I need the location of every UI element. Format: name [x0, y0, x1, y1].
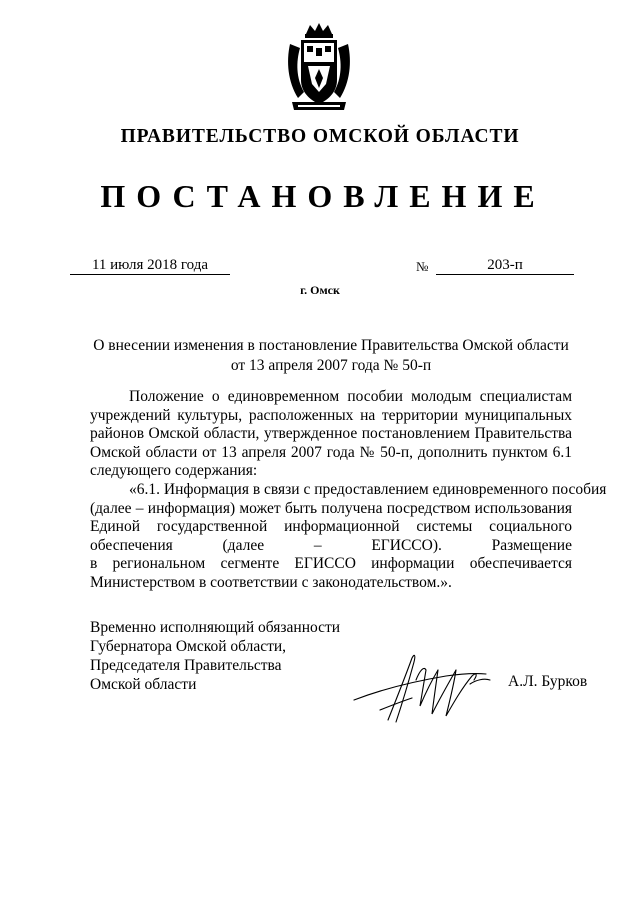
- paragraph-line: Единой государственной информационной системы социального: [90, 518, 572, 535]
- position-line: Губернатора Омской области,: [90, 638, 287, 655]
- position-line: Омской области: [90, 676, 197, 693]
- paragraph-line: Министерством в соответствии с законодательством.».: [90, 573, 452, 591]
- paragraph-line: [90, 537, 572, 556]
- word: ЕГИССО).: [371, 536, 442, 554]
- paragraph-line: (далее – информация) может быть получена посредством использования: [90, 499, 572, 517]
- document-date: 11 июля 2018 года: [70, 257, 230, 275]
- document-number: 203-п: [436, 257, 574, 275]
- paragraph-line: Омской области от 13 апреля 2007 года № 50-п, дополнить пунктом 6.1: [90, 443, 572, 461]
- document-subject: [90, 336, 572, 376]
- paragraph-line: «6.1. Информация в связи с предоставлением единовременного пособия: [129, 481, 607, 498]
- city: г. Омск: [300, 283, 340, 297]
- signatory-name: А.Л. Бурков: [508, 673, 588, 690]
- paragraph-line: Положение о единовременном пособии молодым специалистам: [129, 388, 572, 405]
- position-line: Председателя Правительства: [90, 657, 282, 674]
- subject-line: О внесении изменения в постановление Правительства Омской области: [93, 337, 569, 354]
- paragraph-line: районов Омской области, утвержденное постановлением Правительства: [90, 425, 572, 442]
- paragraph-line: следующего содержания:: [90, 462, 258, 479]
- paragraph-line: учреждений культуры, расположенных на территории муниципальных: [90, 406, 572, 424]
- paragraph-line: в региональном сегменте ЕГИССО информации обеспечивается: [90, 555, 572, 572]
- signatory-position: [90, 618, 340, 694]
- coat-of-arms-emblem: [284, 22, 354, 114]
- position-line: Временно исполняющий обязанности: [90, 619, 341, 636]
- paragraph-main: [90, 388, 572, 481]
- word: (далее: [222, 536, 265, 554]
- number-label: №: [416, 259, 429, 274]
- word: Размещение: [491, 536, 572, 554]
- handwritten-signature: [350, 640, 510, 730]
- word: обеспечения: [90, 536, 173, 554]
- document-type-title: ПОСТАНОВЛЕНИЕ: [100, 178, 546, 214]
- paragraph-amendment: [90, 481, 607, 592]
- organization-title: ПРАВИТЕЛЬСТВО ОМСКОЙ ОБЛАСТИ: [120, 126, 520, 147]
- subject-line: от 13 апреля 2007 года № 50-п: [230, 357, 432, 374]
- word: –: [313, 536, 322, 554]
